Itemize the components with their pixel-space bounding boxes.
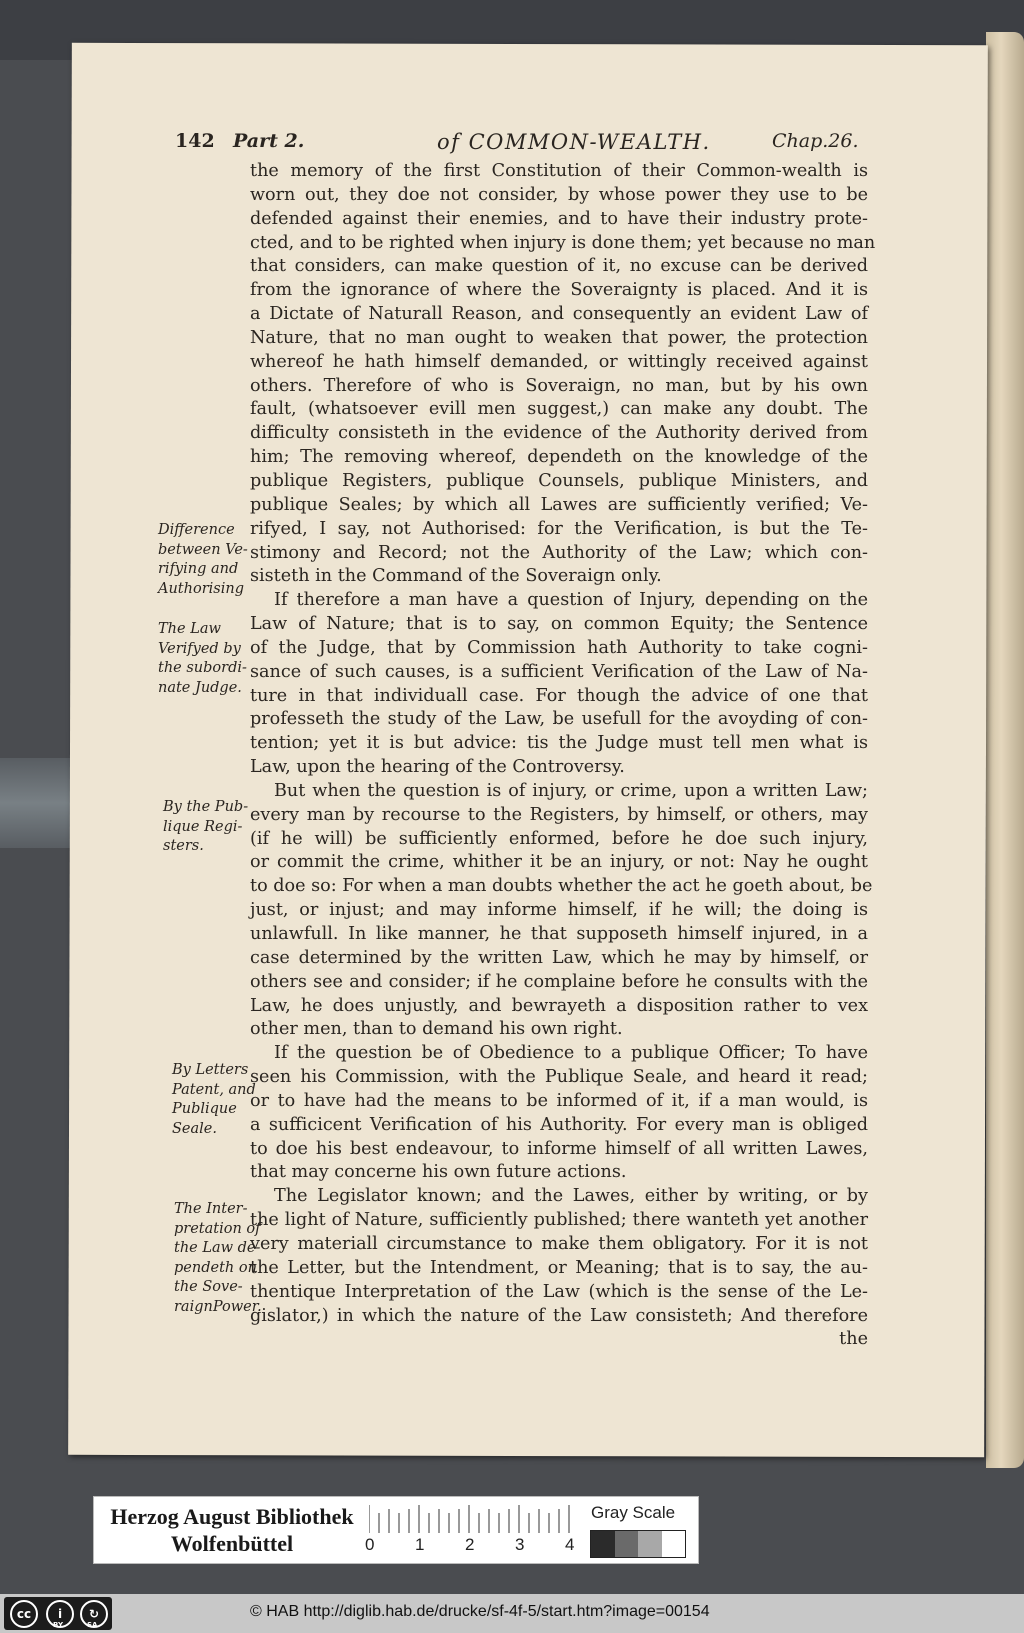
gray-swatch [662, 1531, 686, 1557]
ruler-numbers: 0 1 2 3 4 [365, 1535, 575, 1554]
text-line: defended against their enemies, and to have their industry prote- [250, 208, 868, 229]
text-line: a sufficicent Verification of his Authority. For every man is obliged [250, 1114, 868, 1135]
page-number: 142 [175, 130, 215, 152]
text-line: worn out, they doe not consider, by whose power they use to be [250, 184, 868, 205]
text-line: others see and consider; if he complaine before he consults with the [250, 971, 868, 992]
body-text [250, 160, 876, 1352]
text-line: the memory of the first Constitution of their Common-wealth is [250, 161, 868, 181]
text-line: fault, (whatsoever evill men suggest,) can make any doubt. The [250, 399, 868, 420]
margin-note-verifying: Difference between Ve- rifying and Authorising [158, 522, 248, 597]
next-page-edge [986, 32, 1024, 1468]
text-line: professeth the study of the Law, be usefull for the avoyding of con- [250, 709, 868, 730]
cc-license-badge[interactable]: cc i ↻ BY SA [4, 1597, 112, 1630]
text-line: unlawfull. In like manner, he that supposeth himself injured, in a [250, 924, 868, 944]
text-line: him; The removing whereof, dependeth on the knowledge of the [250, 447, 868, 468]
text-line: a Dictate of Naturall Reason, and consequently an evident Law of [250, 304, 868, 325]
text-line: If the question be of Obedience to a publique Officer; To have [274, 1043, 868, 1064]
library-name: Herzog August Bibliothek Wolfenbüttel [110, 1504, 354, 1556]
text-line: the light of Nature, sufficiently published; there wanteth yet another [250, 1210, 868, 1231]
cc-icon: cc [10, 1600, 38, 1628]
text-line: or to have had the means to be informed of it, if a man would, is [250, 1090, 868, 1111]
text-line: publique Registers, publique Counsels, publique Ministers, and [250, 470, 868, 491]
margin-note-registers: By the Pub- lique Regi- sters. [163, 799, 249, 854]
attribution-icon: i [46, 1600, 74, 1628]
text-line: (if he will) be sufficiently enformed, before he doe such injury, [250, 828, 868, 849]
text-line: other men, than to demand his own right. [250, 1019, 623, 1040]
text-line: The Legislator known; and the Lawes, either by writing, or by [274, 1186, 868, 1207]
text-line: to doe so: For when a man doubts whether the act he goeth about, be [250, 876, 873, 897]
margin-note-interpretation: The Inter- pretation of the Law de- pendeth on the Sove- raignPower. [174, 1201, 262, 1315]
margin-note-letters-patent: By Letters Patent, and Publique Seale. [172, 1062, 256, 1137]
text-line: stimony and Record; not the Authority of the Law; which con- [250, 542, 868, 563]
gray-swatch [615, 1531, 639, 1557]
text-line: very materiall circumstance to make them obligatory. For it is not [250, 1233, 868, 1254]
text-line: the Letter, but the Intendment, or Meaning; that is to say, the au- [250, 1257, 868, 1278]
text-line: thentique Interpretation of the Law (which is the sense of the Le- [250, 1281, 868, 1302]
text-line: others. Therefore of who is Soveraign, no man, but by his own [250, 375, 868, 396]
gray-swatch [638, 1531, 662, 1557]
text-line: case determined by the written Law, which he may by himself, or [250, 947, 868, 968]
part-label: Part 2. [233, 130, 305, 152]
footer-source-link[interactable]: © HAB http://diglib.hab.de/drucke/sf-4f-5/start.htm?image=00154 [250, 1603, 710, 1620]
text-line: ture in that individuall case. For though the advice of one that [250, 685, 868, 706]
text-line: Law, he does unjustly, and bewrayeth a disposition rather to vex [250, 995, 868, 1016]
text-line: cted, and to be righted when injury is done them; yet because no man [250, 232, 876, 253]
text-line: gislator,) in which the nature of the Law consisteth; And therefore [250, 1305, 868, 1326]
running-head [175, 130, 875, 160]
text-line: that considers, can make question of it, no excuse can be derived [250, 256, 868, 277]
gray-scale-swatches [590, 1530, 686, 1558]
margin-note-judge: The Law Verifyed by the subordi- nate Judge. [158, 621, 247, 696]
text-line: just, or injust; and may informe himself, if he will; the doing is [250, 900, 868, 921]
text-line: every man by recourse to the Registers, by himself, or others, may [250, 804, 868, 825]
text-line: Law, upon the hearing of the Controversy. [250, 757, 625, 778]
text-line: But when the question is of injury, or crime, upon a written Law; [274, 780, 868, 801]
text-line: publique Seales; by which all Lawes are sufficiently verified; Ve- [250, 494, 868, 515]
text-line: difficulty consisteth in the evidence of the Authority derived from [250, 423, 868, 444]
text-line: or commit the crime, whither it be an injury, or not: Nay he ought [250, 852, 868, 873]
color-scale-card [93, 1496, 699, 1564]
text-line: sance of such causes, is a sufficient Verification of the Law of Na- [250, 661, 868, 682]
gray-swatch [591, 1531, 615, 1557]
text-line: to doe his best endeavour, to informe himself of all written Lawes, [250, 1138, 868, 1159]
text-line: Law of Nature; that is to say, on common Equity; the Sentence [250, 614, 868, 635]
text-line: rifyed, I say, not Authorised: for the Verification, is but the Te- [250, 518, 868, 539]
text-line: Nature, that no man ought to weaken that power, the protection [250, 327, 868, 348]
text-line: tention; yet it is but advice: tis the Judge must tell men what is [250, 733, 868, 754]
text-line: of the Judge, that by Commission hath Authority to take cogni- [250, 637, 868, 658]
text-line: that may concerne his own future actions. [250, 1162, 627, 1183]
text-line: from the ignorance of where the Soveraignty is placed. And it is [250, 280, 868, 301]
text-line: sisteth in the Command of the Soveraign only. [250, 566, 662, 587]
chapter-label: Chap.26. [772, 130, 859, 152]
text-line: seen his Commission, with the Publique Seale, and heard it read; [250, 1067, 868, 1088]
running-title: of COMMON-WEALTH. [437, 130, 711, 154]
gray-scale-label: Gray Scale [591, 1503, 676, 1522]
text-line: If therefore a man have a question of Injury, depending on the [274, 590, 868, 611]
ruler-icon [369, 1505, 574, 1533]
text-line: whereof he hath himself demanded, or wittingly received against [250, 351, 868, 372]
share-alike-icon: ↻ [80, 1600, 108, 1628]
catchword: the [839, 1329, 868, 1350]
